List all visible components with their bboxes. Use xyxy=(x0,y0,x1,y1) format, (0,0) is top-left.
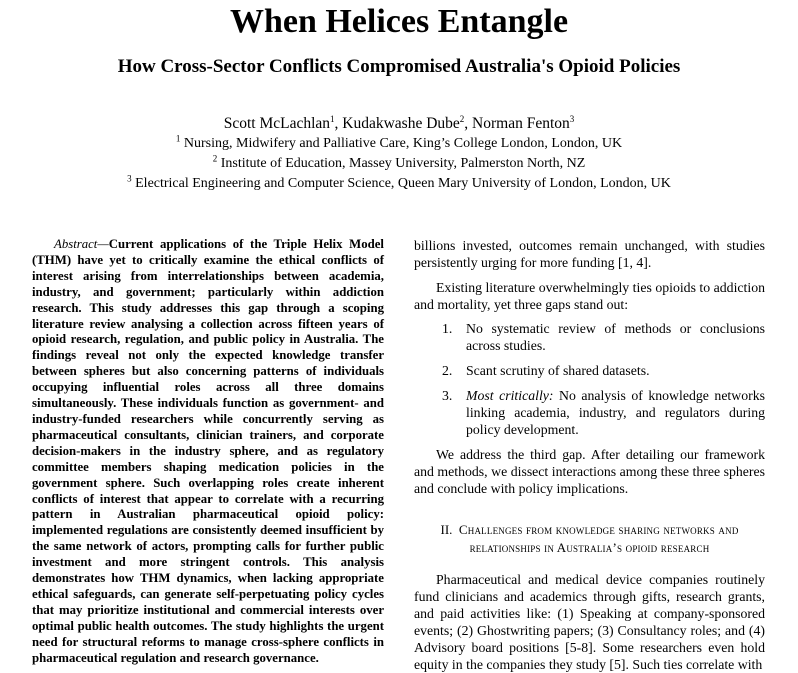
section-title-line2: relationships in Australia’s opioid research xyxy=(469,540,710,555)
affiliation-text: Nursing, Midwifery and Palliative Care, King’s College London, London, UK xyxy=(183,136,623,151)
paper-title: When Helices Entangle xyxy=(229,3,569,40)
abstract-dash: — xyxy=(97,237,109,251)
affiliation-mark: 1 xyxy=(175,133,181,144)
affiliation xyxy=(0,174,798,194)
list-item xyxy=(414,320,765,354)
author-name: Scott McLachlan xyxy=(223,115,331,132)
list-item xyxy=(414,362,765,379)
abstract-label: Abstract xyxy=(54,237,98,251)
abstract-text: Current applications of the Triple Helix Model (THM) have yet to critically examine the ethical conflicts of interest arising from interrelationships between academia, industry, and government; particularly within addiction research. This study addresses this gap through a scoping literature review analysing a collection across fifteen years of opioid research, regulation, and public policy in Australia. The findings reveal not only the expected knowledge transfer between spheres but also concerning patterns of individuals occupying influential roles across all three domains simultaneously. These individuals function as government- and industry-funded researchers while concurrently serving as pharmaceutical consultants, clinician trainers, and corporate decision-makers in the industry sphere, and as regulatory committee members shaping medication policies in the government sphere. Such overlapping roles create inherent conflicts of interest that appear to correlate with a recurring pattern in Australian pharmaceutical opioid policy: implemented regulations are consistently deemed insufficient by the same network of actors, prompting calls for further public investment and more stringent controls. This analysis demonstrates how THM dynamics, when lacking appropriate ethical safeguards, can generate self-perpetuating policy cycles that may prioritize institutional and commercial interests over optimal public health outcomes. The study highlights the urgent need for structural reforms to manage cross-sphere conflicts in pharmaceutical regulation and research governance. xyxy=(32,237,384,665)
list-number: 3. xyxy=(442,388,453,403)
list-number: 1. xyxy=(442,321,453,336)
author-name: Kudakwashe Dube xyxy=(342,115,460,132)
paper-subtitle: How Cross-Sector Conflicts Compromised Australia's Opioid Policies xyxy=(117,56,681,77)
list-item-text: Scant scrutiny of shared datasets. xyxy=(466,363,650,378)
author-name: Norman Fenton xyxy=(472,115,570,132)
affiliation-mark: 3 xyxy=(127,173,132,184)
list-item-text: No analysis of knowledge networks linking academia, industry, and regulators during policy development. xyxy=(466,388,765,437)
affiliation xyxy=(0,154,798,174)
body-paragraph: Pharmaceutical and medical device companies routinely fund clinicians and academics through gifts, research grants, and paid activities like: (1) Speaking at company-sponsored events; (2) Ghostwriting papers; (3) Consultancy roles; and (4) Advisory board positions [5-8]. Some researchers even hold equity in the companies they study [5]. Such ties correlate with xyxy=(414,572,765,672)
author-affil-mark: 1 xyxy=(330,113,335,124)
body-column xyxy=(414,237,765,673)
section-heading xyxy=(414,521,765,557)
list-item xyxy=(414,387,765,438)
author-affil-mark: 2 xyxy=(459,113,465,124)
list-item-emphasis: Most critically: xyxy=(466,388,554,403)
list-item-text: No systematic review of methods or conclusions across studies. xyxy=(466,321,765,353)
author-affil-mark: 3 xyxy=(569,113,575,124)
affiliation xyxy=(0,134,798,154)
body-paragraph: billions invested, outcomes remain unchanged, with studies persistently urging for more funding [1, 4]. xyxy=(414,238,765,270)
gaps-list xyxy=(414,320,765,438)
body-paragraph: Existing literature overwhelmingly ties opioids to addiction and mortality, yet three gaps stand out: xyxy=(414,280,765,312)
abstract-column xyxy=(32,237,384,666)
section-title-line1: Challenges from knowledge sharing networks and xyxy=(458,522,739,537)
affiliation-text: Electrical Engineering and Computer Science, Queen Mary University of London, London, UK xyxy=(135,176,671,191)
author-list: Scott McLachlan$^1$, Kudakwashe Dube$^2$, Norman Fenton$^3$ xyxy=(223,113,575,132)
affiliation-mark: 2 xyxy=(212,153,218,164)
section-numeral: II. xyxy=(440,522,453,537)
list-number: 2. xyxy=(442,363,453,378)
body-paragraph: We address the third gap. After detailing our framework and methods, we dissect interactions among these three spheres and conclude with policy implications. xyxy=(414,447,765,496)
affiliation-text: Institute of Education, Massey University, Palmerston North, NZ xyxy=(220,156,586,171)
affiliation-list xyxy=(0,134,798,194)
